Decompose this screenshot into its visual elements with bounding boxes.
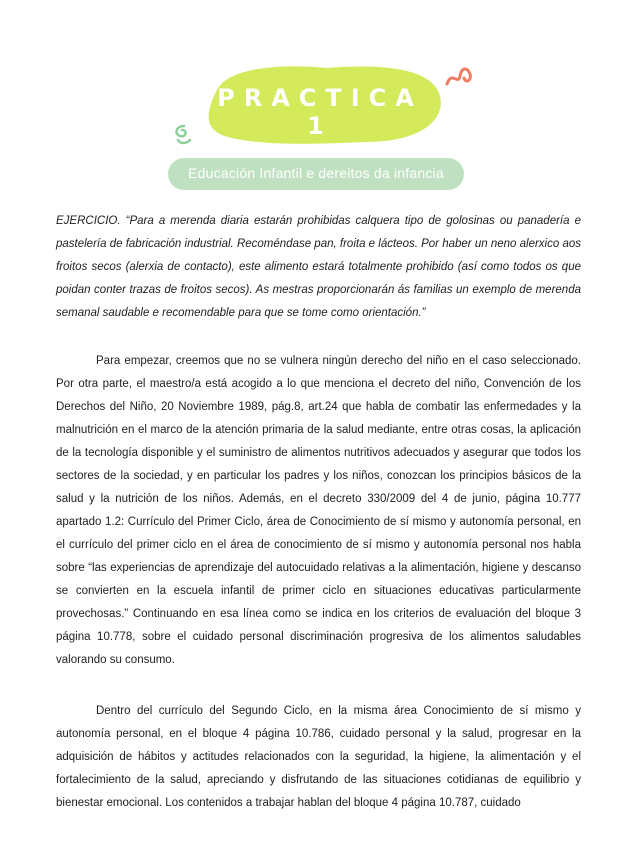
body-paragraph: Para empezar, creemos que no se vulnera ningún derecho del niño en el caso seleccionado. Por otra parte, el maestro/a está acogido a lo que menciona el decreto del niño, Convención de los Derechos del Niño, 20 Noviembre 1989, pág.8, art.24 que habla de combatir las enfermedades y la malnutrición en el marco de la atención primaria de la salud mediante, entre otras cosas, la aplicación de la tecnología disponible y el suministro de alimentos nutritivos adecuados y asegurar que todos los sectores de la sociedad, y en particular los padres y los niños, conozcan los principios básicos de la salud y la nutrición de los niños. Además, en el decreto 330/2009 del 4 de junio, página 10.777 apartado 1.2: Currículo del Primer Ciclo, área de Conocimiento de sí mismo y autonomía personal, en el currículo del primer ciclo en el área de conocimiento de sí mismo y autonomía personal nos habla sobre “las experiencias de aprendizaje del autocuidado relativas a la alimentación, higiene y descanso se convierten en la escuela infantil de primer ciclo en situaciones educativas particularmente provechosas.” Continuando en esa línea como se indica en los criterios de evaluación del bloque 3 página 10.778, sobre el cuidado personal discriminación progresiva de los alimentos saludables valorando su consumo. [56,355,581,666]
green-squiggle-icon [170,122,196,148]
page-header [0,0,636,200]
page-subtitle: Educación Infantil e dereitos da infancia [188,165,444,181]
exercise-paragraph [56,210,581,325]
exercise-label: EJERCICIO. [56,215,121,227]
page-title: PRACTICA 1 [217,84,423,140]
paragraph-block-2 [56,700,581,815]
exercise-block [56,210,581,325]
exercise-text: “Para a merenda diaria estarán prohibidas calquera tipo de golosinas ou panadería e pastelería de fabricación industrial. Recoméndase pan, froita e lácteos. Por haber un neno alerxico aos froitos secos (alerxia de contacto), este alimento estará totalmente prohibido (así como todos os que poidan conter trazas de froitos secos). As mestras proporcionarán ás familias un exemplo de merenda semanal saudable e recomendable para que se tome como orientación.” [56,215,581,319]
orange-squiggle-icon [444,64,474,90]
paragraph-block-1 [56,350,581,672]
body-paragraph: Dentro del currículo del Segundo Ciclo, en la misma área Conocimiento de sí mismo y autonomía personal, en el bloque 4 página 10.786, cuidado personal y la salud, progresar en la adquisición de hábitos y actitudes relacionados con la seguridad, la higiene, la alimentación y el fortalecimiento de la salud, apreciando y disfrutando de las situaciones cotidianas de equilibrio y bienestar emocional. Los contenidos a trabajar hablan del bloque 4 página 10.787, cuidado [56,705,581,809]
